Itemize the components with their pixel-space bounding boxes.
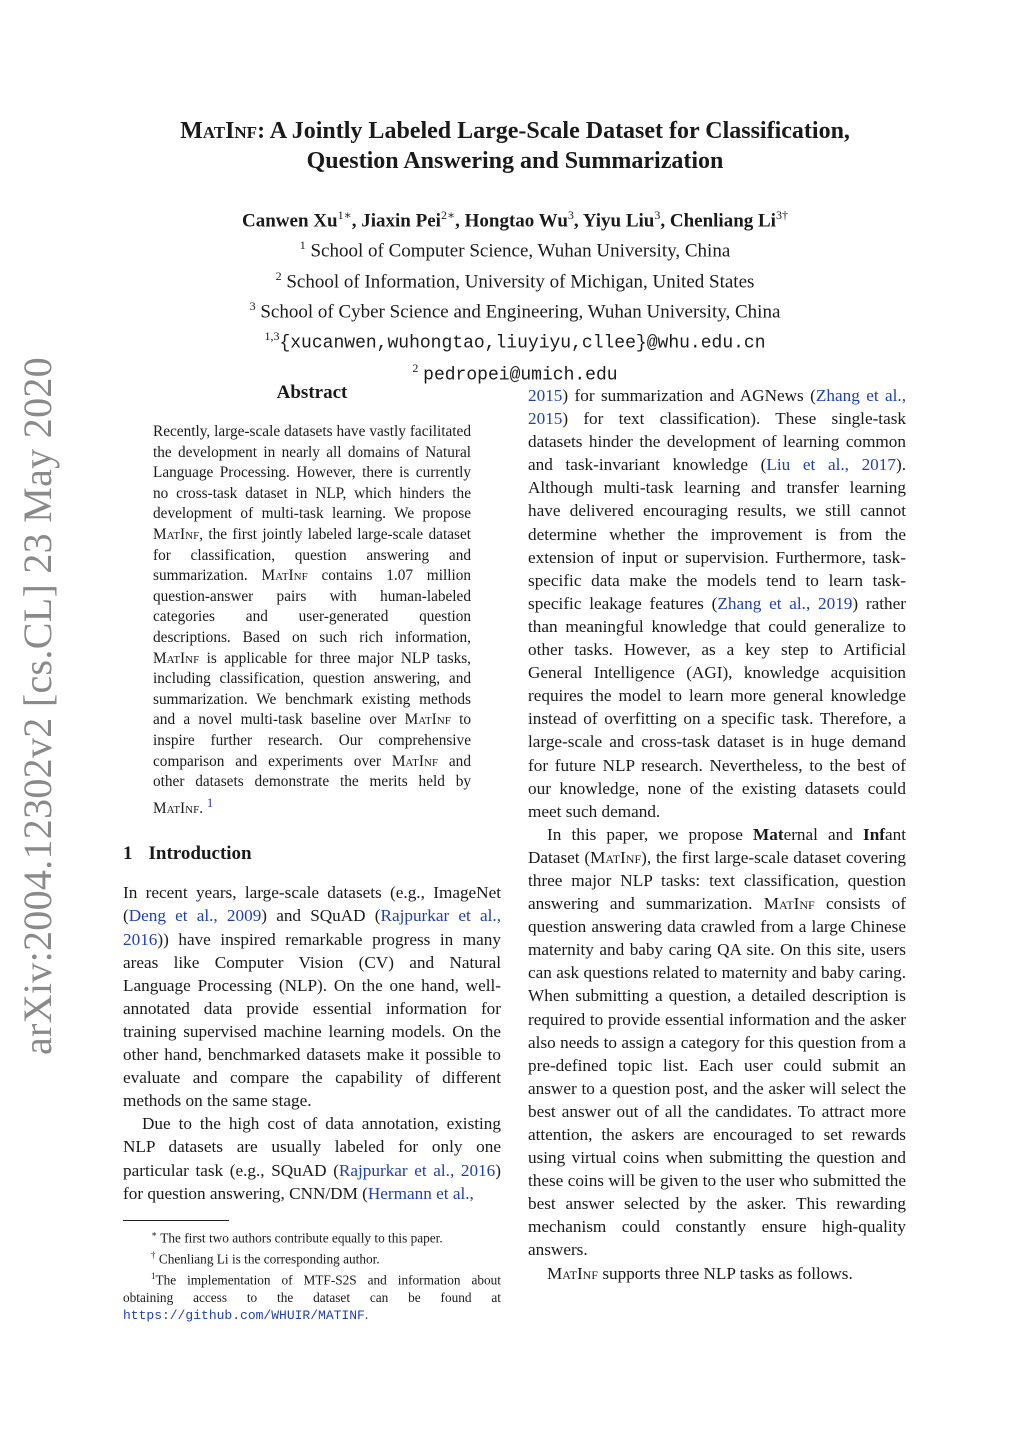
arxiv-identifier: arXiv:2004.12302v2 [cs.CL] 23 May 2020 [15,357,60,1055]
citation-link[interactable]: Hermann et al., [367,1183,474,1203]
author-marker: 1∗ [337,208,352,222]
right-column [528,384,906,1285]
intro-paragraph-4: MatInf supports three NLP tasks as follows. [547,1263,853,1283]
affiliation-marker: 1 [299,238,306,253]
footnote-rule [123,1220,229,1221]
citation-link[interactable]: Zhang et al., 2015 [528,386,906,429]
affiliation-1 [120,233,910,263]
author-name: Jiaxin Pei [361,210,441,232]
github-link[interactable]: https://github.com/WHUIR/MATINF [123,1308,365,1324]
email-line-1 [120,324,910,355]
abstract-text: Recently, large-scale datasets have vastly facilitated the development in nearly all domains of Natural Language Processing. However, there is currently no cross-task dataset in NLP, which hinders the development of multi-task learning. We propose MatInf, the first jointly labeled large-scale dataset for classification, question answering and summarization. MatInf contains 1.07 million question-answer pairs with human-labeled categories and user-generated question descriptions. Based on such rich information, MatInf is applicable for three major NLP tasks, including classification, question answering, and summarization. We benchmark existing methods and a novel multi-task baseline over MatInf to inspire further research. Our comprehensive comparison and experiments over MatInf and other datasets demonstrate the merits held by MatInf. $^1$ [153,423,471,817]
affiliation-text: School of Cyber Science and Engineering, Wuhan University, China [260,301,781,323]
citation-link[interactable]: 2015 [528,386,563,405]
footnote-link[interactable]: 1 [206,795,214,810]
affiliation-2 [120,264,910,294]
intro-paragraph-1: In recent years, large-scale datasets (e.g., ImageNet (Deng et al., 2009) and SQuAD (Rajpurkar et al., 2016)) have inspired remarkable progress in many areas like Computer Vision (CV) and Natural Language Processing (NLP). On the one hand, well-annotated data provide essential information for training supervised machine learning models. On the other hand, benchmarked datasets make it possible to evaluate and compare the capability of different methods on the same stage. [123,883,501,1111]
affiliation-marker: 3 [249,298,256,313]
citation-link[interactable]: Rajpurkar et al., 2016 [123,906,501,949]
citation-link[interactable]: Deng et al., 2009 [128,906,262,926]
intro-paragraph-3: In this paper, we propose Maternal and Infant Dataset (MatInf), the first large-scale dataset covering three major NLP tasks: text classification, question answering and summarization. MatInf consists of question answering data crawled from a large Chinese maternity and baby caring QA site. On this site, users can ask questions related to maternity and baby caring. When submitting a question, a detailed description is required to provide essential information and the asker also needs to assign a category for this question from a pre-defined topic list. Each user could submit an answer to a question post, and the asker will select the best answer out of all the candidates. To attract more attention, the askers are encouraged to set rewards using virtual coins when submitting the question and these coins will be given to the user who submitted the best answer selected by the asker. This rewarding mechanism could constantly ensure high-quality answers. [528,824,906,1260]
footnotes [123,1220,501,1325]
section-number: 1 [123,843,133,865]
author-name: Canwen Xu [242,210,338,232]
author-name: Chenliang Li [669,210,776,232]
affiliation-marker: 2 [275,268,282,283]
section-heading-introduction [123,843,501,865]
affiliation-text: School of Computer Science, Wuhan University, China [310,240,731,262]
author-marker: 3 [654,208,661,222]
left-column [123,382,501,1205]
dataset-name: MatInf [180,118,258,144]
footnote-1: $^1$The implementation of MTF-S2S and information about obtaining access to the dataset can be found at https://github.com/WHUIR/MATINF. [123,1270,501,1324]
citation-link[interactable]: Liu et al., 2017 [766,455,896,475]
paper-title [120,116,910,176]
citation-link[interactable]: Rajpurkar et al., 2016 [338,1160,496,1180]
title-line-2: Question Answering and Summarization [306,148,724,174]
affiliation-text: School of Information, University of Michigan, United States [286,270,755,292]
footnote-equal-contribution: ∗ The first two authors contribute equally to this paper. [151,1229,443,1246]
author-marker: 3 [567,208,574,222]
intro-paragraph-2: Due to the high cost of data annotation, existing NLP datasets are usually labeled for only one particular task (e.g., SQuAD (Rajpurkar et al., 2016) for question answering, CNN/DM (Hermann et al., [123,1114,501,1203]
author-list: Canwen $Xu^{1∗}$, Jiaxin Pei$^{2∗}$, Hongtao Wu$^3$, Yiyu Liu$^3$, Chenliang $Li^{3\dagger}$ [242,208,788,232]
abstract-heading: Abstract [276,382,348,403]
author-marker: 2∗ [440,208,456,222]
section-title: Introduction [148,843,252,865]
affiliation-3 [120,294,910,324]
email-address: {xucanwen,wuhongtao,liuyiyu,cllee}@whu.edu.cn [279,333,766,354]
footnote-corresponding-author: † Chenliang Li is the corresponding author. [151,1249,380,1267]
affiliation-marker: 1,3 [264,329,280,344]
author-marker: 3† [775,208,788,222]
author-name: Yiyu Liu [582,210,655,232]
email-address: pedropei@umich.edu [423,364,618,385]
paper-header [120,116,910,387]
title-line-1: : A Jointly Labeled Large-Scale Dataset for Classification, [257,118,850,144]
intro-paragraph-2-continued: 2015) for summarization and AGNews (Zhang et al., 2015) for text classification). These single-task datasets hinder the development of learning common and task-invariant knowledge (Liu et al., 2017). Although multi-task learning and transfer learning have delivered encouraging results, we still cannot determine whether the improvement is from the extension of input or supervision. Furthermore, task-specific data make the models tend to learn task-specific leakage features (Zhang et al., 2019) rather than meaningful knowledge that could generalize to other tasks. However, as a key step to Artificial General Intelligence (AGI), knowledge acquisition requires the model to learn more general knowledge instead of overfitting on a specific task. Therefore, a large-scale and cross-task dataset is in huge demand for future NLP research. Nevertheless, to the best of our knowledge, none of the existing datasets could meet such demand. [528,386,906,821]
affiliation-marker: 2 [412,360,419,375]
author-name: Hongtao Wu [464,210,568,232]
citation-link[interactable]: Zhang et al., 2019 [717,593,853,613]
